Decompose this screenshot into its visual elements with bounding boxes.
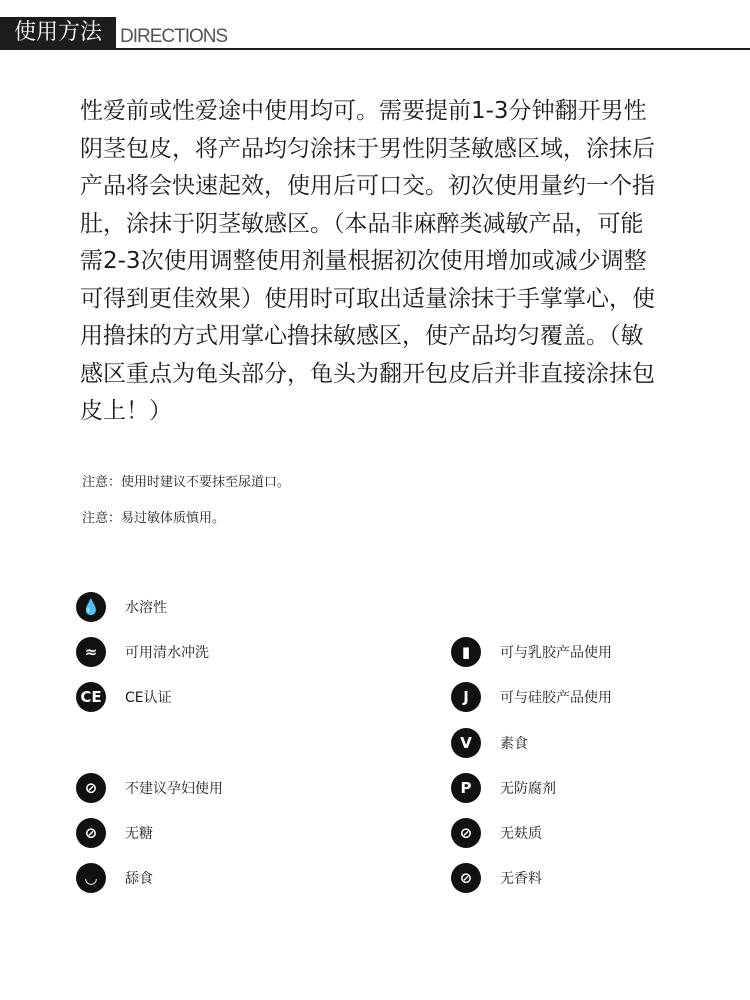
feature-item <box>451 727 528 759</box>
fragrance-free-icon: ⊘ <box>451 863 481 893</box>
paragraph-line: 性爱前或性爱途中使用均可。需要提前1-3分钟翻开男性 <box>80 98 647 124</box>
paragraph-line: 可得到更佳效果）使用时可取出适量涂抹于手掌掌心，使 <box>80 285 655 312</box>
feature-label: 不建议孕妇使用 <box>125 780 223 797</box>
no-preservative-icon: P <box>451 773 481 803</box>
feature-label: 素食 <box>500 735 528 752</box>
vegan-icon: V <box>451 728 481 758</box>
feature-item <box>451 772 556 804</box>
feature-label: 无麸质 <box>500 826 542 842</box>
paragraph-line: 用撸抹的方式用掌心撸抹敏感区，使产品均匀覆盖。（敏 <box>80 323 644 349</box>
feature-label: 无防腐剂 <box>500 780 556 797</box>
feature-label: 无糖 <box>125 826 153 842</box>
latex-compatible-icon: ▮ <box>451 637 481 667</box>
feature-label: 可与硅胶产品使用 <box>500 690 612 707</box>
feature-label: 可用清水冲洗 <box>125 645 209 662</box>
lips-icon: ◡ <box>76 863 106 893</box>
directions-paragraph <box>80 93 720 431</box>
feature-item <box>76 817 153 849</box>
note-urethra: 注意：使用时建议不要抹至尿道口。 <box>82 475 291 490</box>
feature-label: 可与乳胶产品使用 <box>500 645 612 662</box>
feature-item <box>76 681 172 713</box>
feature-label: 无香料 <box>500 871 542 888</box>
feature-item <box>76 772 223 804</box>
section-subtitle: DIRECTIONS <box>120 26 228 47</box>
feature-item <box>451 862 542 894</box>
feature-label: 舔食 <box>125 871 153 888</box>
paragraph-line: 产品将会快速起效，使用后可口交。初次使用量约一个指 <box>80 173 655 199</box>
silicone-compatible-icon: J <box>451 682 481 712</box>
paragraph-line: 需2-3次使用调整使用剂量根据初次使用增加或减少调整 <box>80 248 647 274</box>
feature-item <box>76 636 209 668</box>
feature-item <box>451 817 542 849</box>
gluten-free-icon: ⊘ <box>451 818 481 848</box>
paragraph-line: 肚，涂抹于阴茎敏感区。（本品非麻醉类减敏产品，可能 <box>80 210 644 237</box>
feature-label: CE认证 <box>125 690 172 707</box>
paragraph-line: 阴茎包皮，将产品均匀涂抹于男性阴茎敏感区域，涂抹后 <box>80 135 655 162</box>
paragraph-line: 感区重点为龟头部分，龟头为翻开包皮后并非直接涂抹包 <box>80 360 655 387</box>
header-divider <box>0 48 750 50</box>
paragraph-line: 皮上！） <box>80 398 172 424</box>
sugar-free-icon: ⊘ <box>76 818 106 848</box>
feature-item <box>451 636 612 668</box>
feature-item <box>76 862 153 894</box>
ce-mark-icon: CE <box>76 682 106 712</box>
feature-label: 水溶性 <box>125 600 167 616</box>
feature-item <box>76 591 167 623</box>
section-title: 使用方法 <box>0 17 116 49</box>
feature-item <box>451 681 612 713</box>
water-drop-icon: 💧 <box>76 592 106 622</box>
note-allergy: 注意：易过敏体质慎用。 <box>82 511 226 526</box>
no-pregnant-icon: ⊘ <box>76 773 106 803</box>
rinse-water-icon: ≈ <box>76 637 106 667</box>
